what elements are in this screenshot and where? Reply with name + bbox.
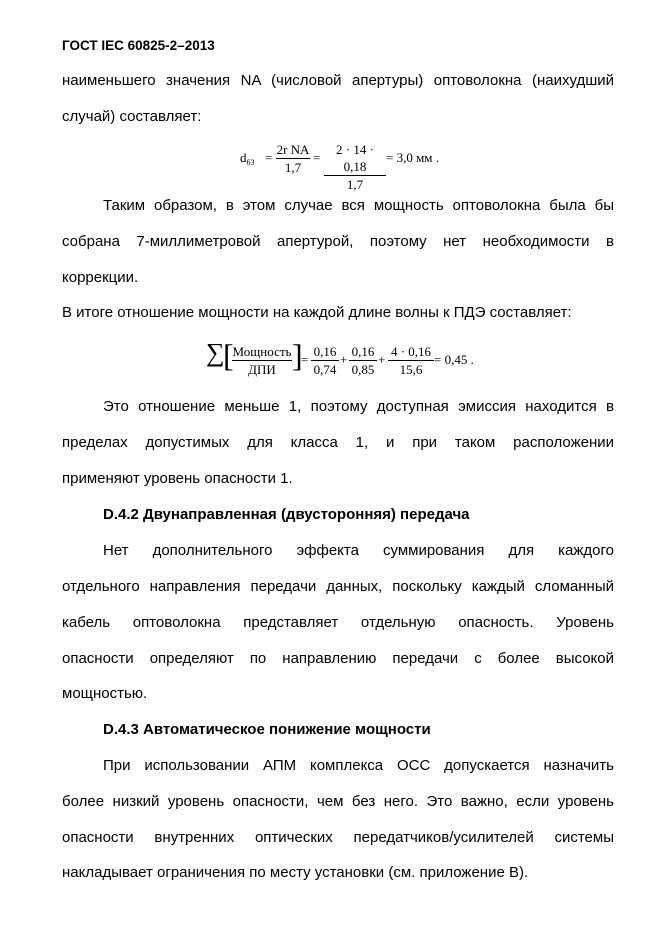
paragraph-line: собрана 7-миллиметровой апертурой, поэтому нет необходимости в bbox=[62, 233, 614, 250]
fraction: 4 · 0,16 15,6 bbox=[388, 343, 434, 378]
paragraph-line: опасности внутренних оптических передатчиков/усилителей системы bbox=[62, 829, 614, 846]
paragraph-line: применяют уровень опасности 1. bbox=[62, 470, 293, 487]
paragraph-line: случай) составляет: bbox=[62, 108, 202, 125]
paragraph-line: В итоге отношение мощности на каждой длине волны к ПДЭ составляет: bbox=[62, 304, 572, 321]
section-heading: D.4.3 Автоматическое понижение мощности bbox=[103, 721, 431, 738]
sum-sign: ∑ bbox=[206, 338, 225, 367]
formula-plus: + bbox=[378, 352, 386, 367]
paragraph-line: опасности определяют по направлению передачи с более высокой bbox=[62, 650, 614, 667]
formula-lhs: $d_{63}$ bbox=[240, 150, 255, 167]
paragraph-line: кабель оптоволокна представляет отдельную опасность. Уровень bbox=[62, 614, 614, 631]
paragraph-line: При использовании АПМ комплекса ОСС допускается назначить bbox=[103, 757, 614, 774]
fraction: Мощность ДПИ bbox=[232, 344, 292, 377]
paragraph-line: наименьшего значения NA (числовой апертуры) оптоволокна (наихудший bbox=[62, 72, 614, 89]
formula-equals: = bbox=[313, 150, 321, 165]
formula-equals: = bbox=[265, 150, 273, 165]
paragraph-line: Это отношение меньше 1, поэтому доступная эмиссия находится в bbox=[103, 398, 614, 415]
paragraph-line: более низкий уровень опасности, чем без него. Это важно, если уровень bbox=[62, 793, 614, 810]
bracket-left: [ bbox=[223, 337, 234, 373]
paragraph-line: Нет дополнительного эффекта суммирования для каждого bbox=[103, 542, 614, 559]
paragraph-line: накладывает ограничения по месту установки (см. приложение В). bbox=[62, 864, 529, 881]
paragraph-line: коррекции. bbox=[62, 269, 139, 286]
fraction: 0,16 0,74 bbox=[311, 343, 339, 378]
formula-plus: + bbox=[340, 352, 348, 367]
paragraph-line: Таким образом, в этом случае вся мощность оптоволокна была бы bbox=[103, 197, 614, 214]
fraction: 0,16 0,85 bbox=[349, 343, 377, 378]
formula-result: = 0,45 . bbox=[434, 352, 474, 367]
formula-result: = 3,0 мм . bbox=[386, 150, 440, 165]
paragraph-line: мощностью. bbox=[62, 685, 148, 702]
fraction: 2r NA 1,7 bbox=[276, 142, 310, 175]
formula-equals: = bbox=[301, 352, 309, 367]
paragraph-line: пределах допустимых для класса 1, и при таком расположении bbox=[62, 434, 614, 451]
bracket-right: ] bbox=[292, 337, 303, 373]
fraction: 2 · 14 · 0,18 1,7 bbox=[324, 141, 386, 193]
section-heading: D.4.2 Двунаправленная (двусторонняя) передача bbox=[103, 506, 470, 523]
document-header: ГОСТ IEC 60825-2–2013 bbox=[62, 38, 215, 53]
paragraph-line: отдельного направления передачи данных, поскольку каждый сломанный bbox=[62, 578, 614, 595]
